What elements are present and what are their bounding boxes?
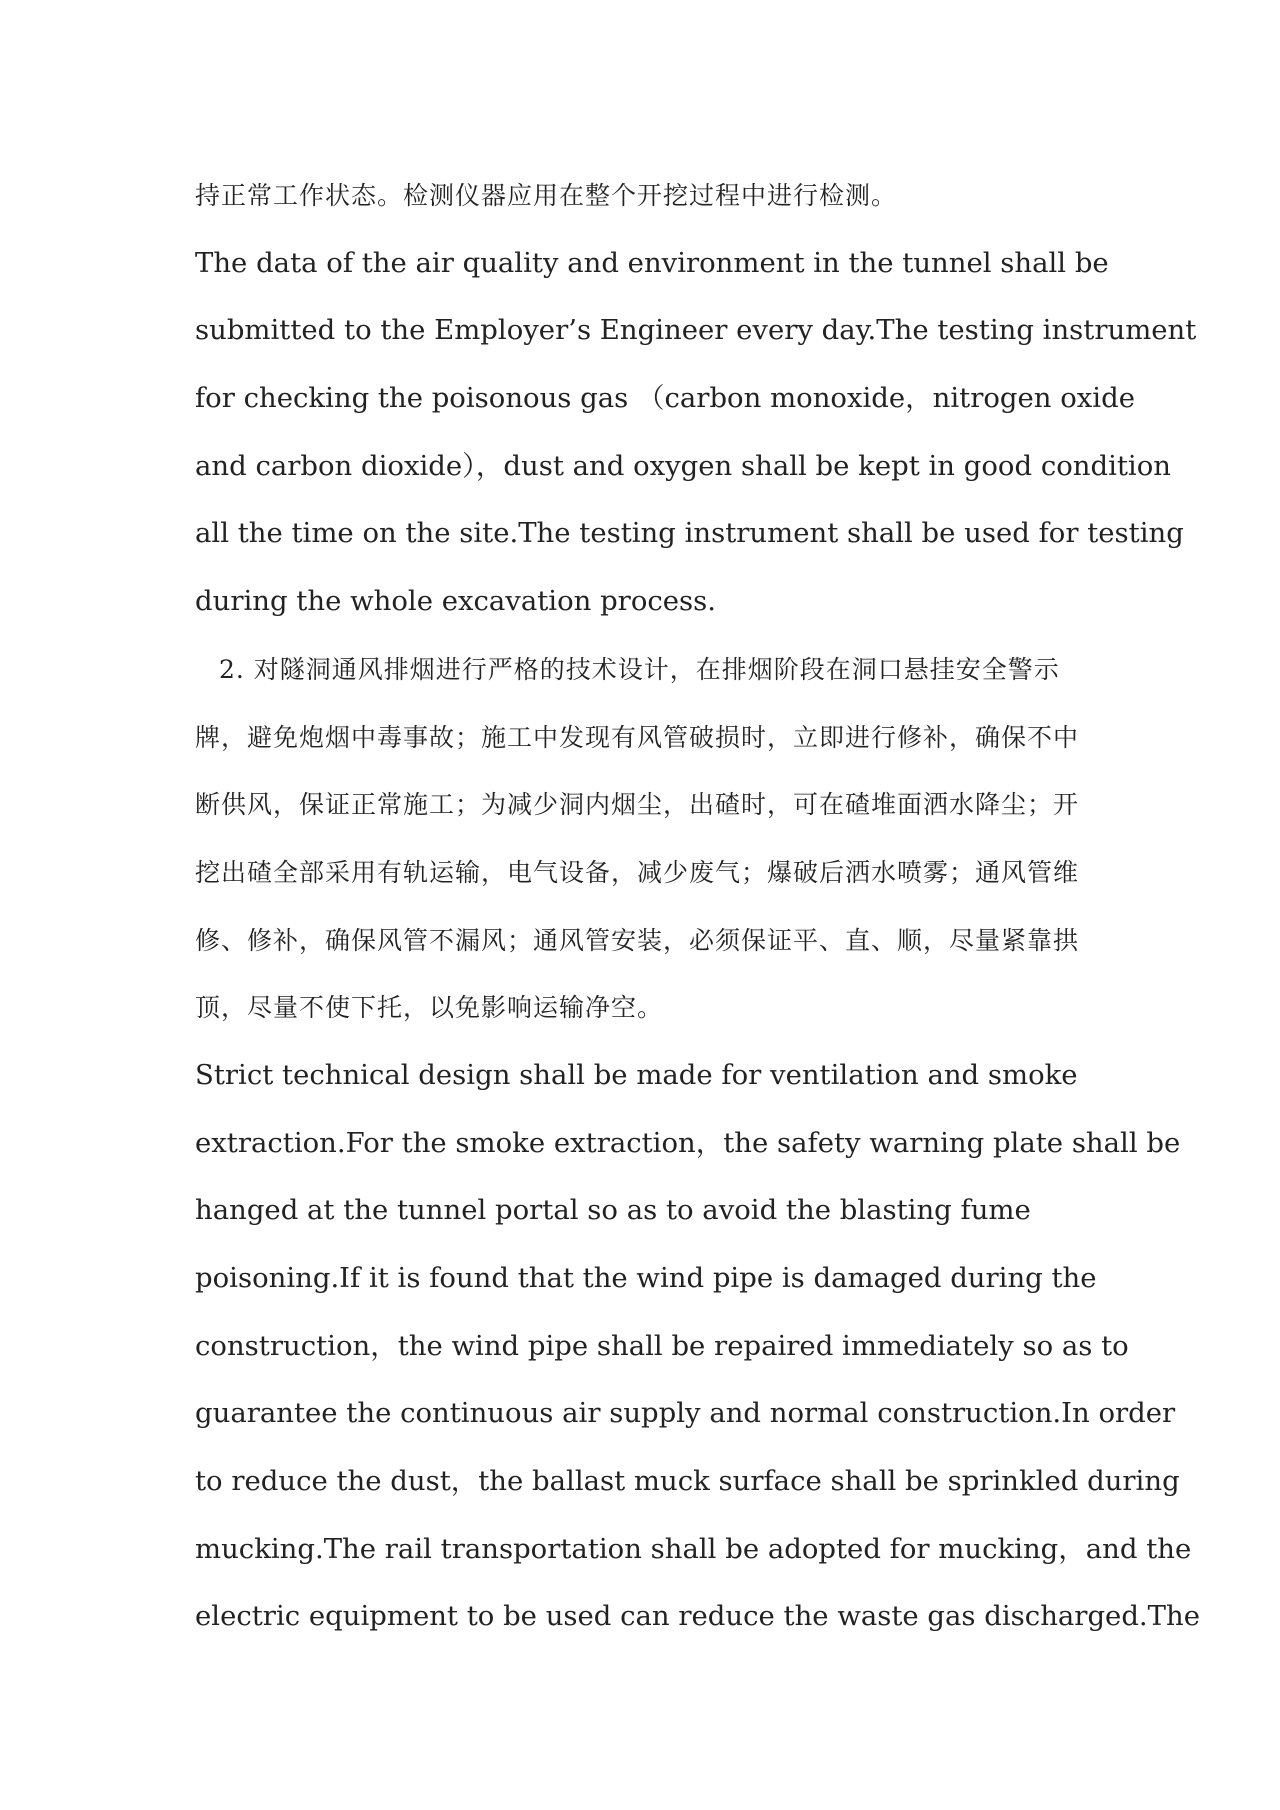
en-paragraph-line: poisoning.If it is found that the wind pipe is damaged during the <box>195 1262 1097 1294</box>
en-paragraph-line: mucking.The rail transportation shall be adopted for mucking，and the <box>195 1532 1192 1565</box>
en-paragraph-line: and carbon dioxide），dust and oxygen shall be kept in good condition <box>195 449 1171 482</box>
en-paragraph-line: extraction.For the smoke extraction，the safety warning plate shall be <box>195 1126 1181 1159</box>
en-paragraph-line: hanged at the tunnel portal so as to avoid the blasting fume <box>195 1194 1031 1227</box>
zh-numbered-item-line: 2. 对隧洞通风排烟进行严格的技术设计，在排烟阶段在洞口悬挂安全警示 <box>219 654 1060 684</box>
en-paragraph-line: construction，the wind pipe shall be repaired immediately so as to <box>195 1329 1129 1362</box>
zh-paragraph-ventilation <box>195 636 1100 1042</box>
en-paragraph-line: to reduce the dust，the ballast muck surface shall be sprinkled during <box>195 1465 1180 1498</box>
document-body <box>195 162 1200 1651</box>
zh-paragraph-line: 挖出碴全部采用有轨运输，电气设备，减少废气；爆破后洒水喷雾；通风管维 <box>195 857 1080 887</box>
en-paragraph-air-quality <box>195 230 1197 636</box>
en-paragraph-line: Strict technical design shall be made for ventilation and smoke <box>195 1058 1078 1091</box>
en-paragraph-line: guarantee the continuous air supply and normal construction.In order <box>195 1397 1176 1430</box>
en-paragraph-line: all the time on the site.The testing instrument shall be used for testing <box>195 517 1184 550</box>
en-paragraph-line: during the whole excavation process. <box>195 585 717 618</box>
en-paragraph-line: for checking the poisonous gas （carbon monoxide，nitrogen oxide <box>195 382 1135 415</box>
en-paragraph-line: submitted to the Employer’s Engineer every day.The testing instrument <box>195 314 1197 347</box>
zh-paragraph-line: 牌，避免炮烟中毒事故；施工中发现有风管破损时，立即进行修补，确保不中 <box>195 722 1080 752</box>
zh-paragraph-line: 断供风，保证正常施工；为减少洞内烟尘，出碴时，可在碴堆面洒水降尘；开 <box>195 790 1080 820</box>
en-paragraph-ventilation <box>195 1042 1200 1651</box>
zh-paragraph-line: 修、修补，确保风管不漏风；通风管安装，必须保证平、直、顺，尽量紧靠拱 <box>195 925 1080 955</box>
en-paragraph-line: The data of the air quality and environment in the tunnel shall be <box>195 246 1109 279</box>
en-paragraph-line: electric equipment to be used can reduce the waste gas discharged.The <box>195 1600 1200 1633</box>
zh-paragraph-line: 持正常工作状态。检测仪器应用在整个开挖过程中进行检测。 <box>195 181 898 210</box>
zh-paragraph-line: 顶，尽量不使下托，以免影响运输净空。 <box>195 993 664 1023</box>
